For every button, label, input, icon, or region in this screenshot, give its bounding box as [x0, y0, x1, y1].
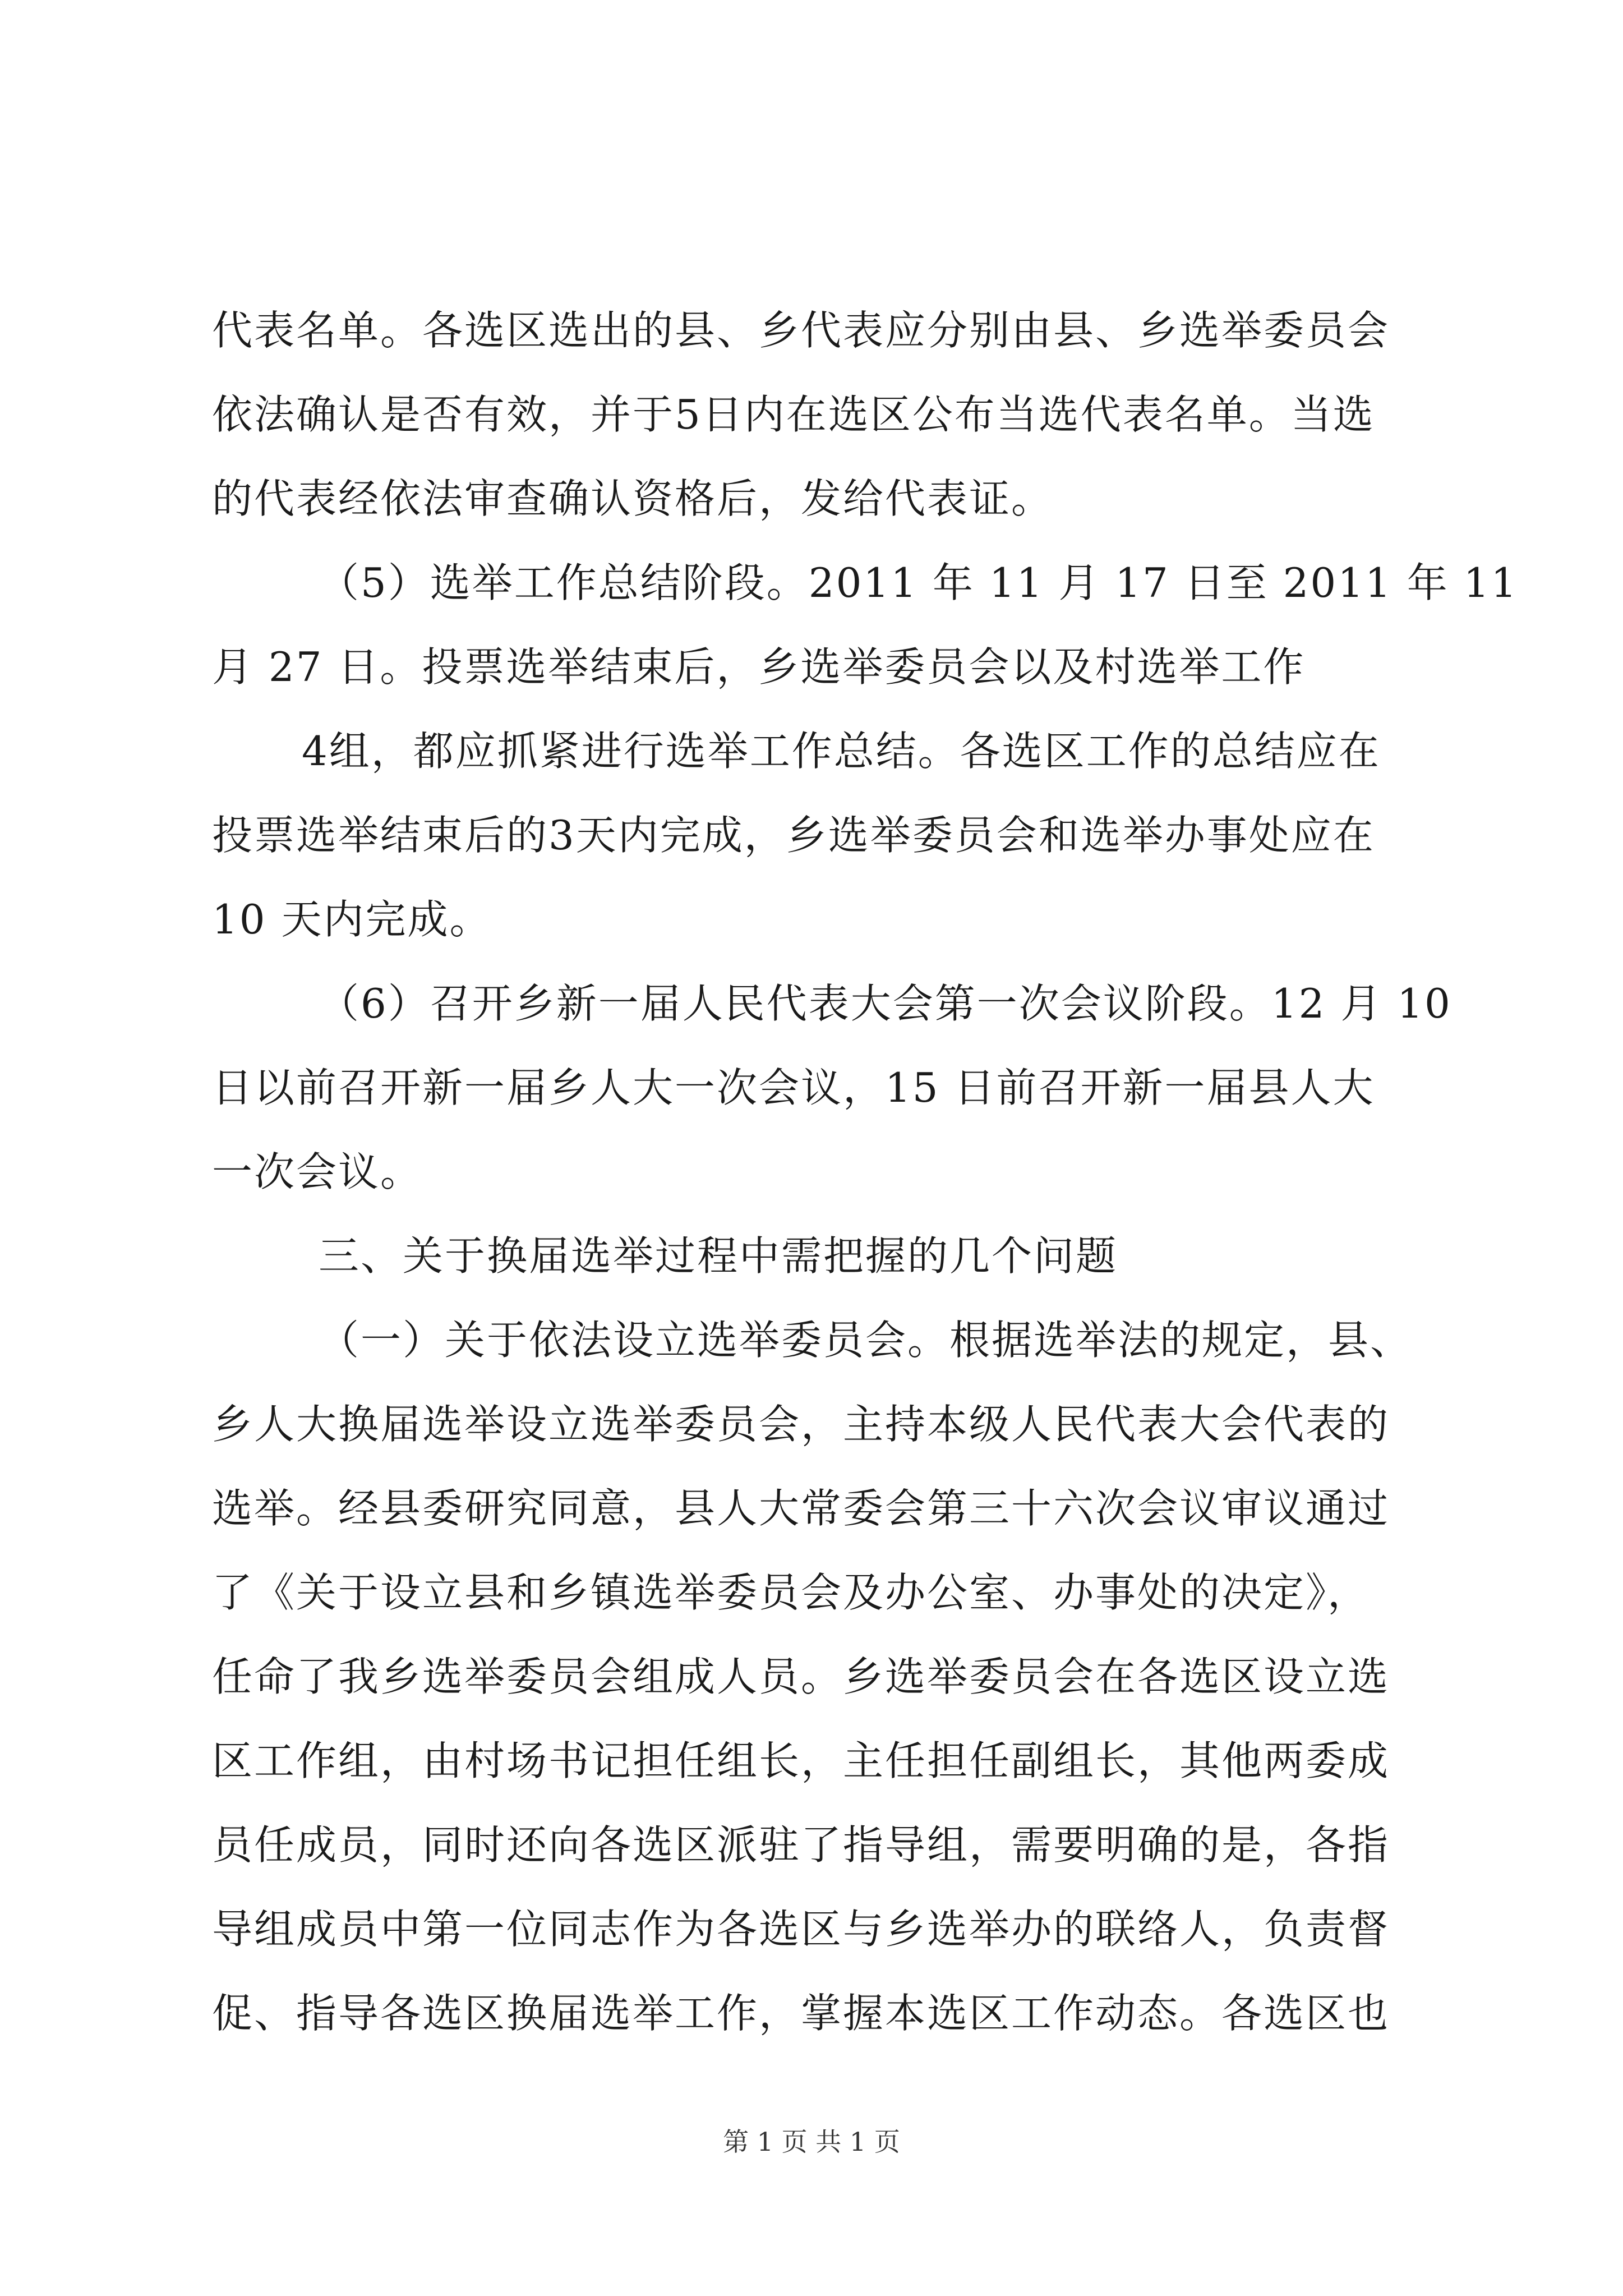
text-line: 一次会议。 — [212, 1148, 423, 1195]
text-line: 投票选举结束后的3天内完成，乡选举委员会和选举办事处应在 — [212, 812, 1375, 859]
text-line: （6）召开乡新一届人民代表大会第一次会议阶段。12 月 10 — [319, 980, 1452, 1027]
text-line: 的代表经依法审查确认资格后，发给代表证。 — [212, 475, 1054, 522]
text-line: （一）关于依法设立选举委员会。根据选举法的规定，县、 — [319, 1317, 1413, 1364]
text-line: 日以前召开新一届乡人大一次会议，15 日前召开新一届县人大 — [212, 1064, 1375, 1111]
text-line: 任命了我乡选举委员会组成人员。乡选举委员会在各选区设立选 — [212, 1653, 1390, 1700]
text-line: 10 天内完成。 — [212, 896, 492, 943]
text-line: 乡人大换届选举设立选举委员会，主持本级人民代表大会代表的 — [212, 1401, 1390, 1448]
text-line: 区工作组，由村场书记担任组长，主任担任副组长，其他两委成 — [212, 1737, 1390, 1784]
text-line: 4组，都应抓紧进行选举工作总结。各选区工作的总结应在 — [302, 728, 1381, 775]
text-line: （5）选举工作总结阶段。2011 年 11 月 17 日至 2011 年 11 — [319, 559, 1519, 606]
text-line: 员任成员，同时还向各选区派驻了指导组，需要明确的是，各指 — [212, 1821, 1390, 1869]
text-line: 选举。经县委研究同意，县人大常委会第三十六次会议审议通过 — [212, 1485, 1390, 1532]
text-line: 依法确认是否有效，并于5日内在选区公布当选代表名单。当选 — [212, 391, 1375, 438]
section-heading: 三、关于换届选举过程中需把握的几个问题 — [319, 1232, 1118, 1280]
text-line: 代表名单。各选区选出的县、乡代表应分别由县、乡选举委员会 — [212, 307, 1390, 354]
text-line: 导组成员中第一位同志作为各选区与乡选举办的联络人，负责督 — [212, 1906, 1390, 1953]
page-footer: 第 1 页 共 1 页 — [723, 2127, 900, 2157]
text-line: 促、指导各选区换届选举工作，掌握本选区工作动态。各选区也 — [212, 1990, 1390, 2037]
text-line: 月 27 日。投票选举结束后，乡选举委员会以及村选举工作 — [212, 643, 1306, 691]
text-line: 了《关于设立县和乡镇选举委员会及办公室、办事处的决定》， — [212, 1569, 1370, 1616]
